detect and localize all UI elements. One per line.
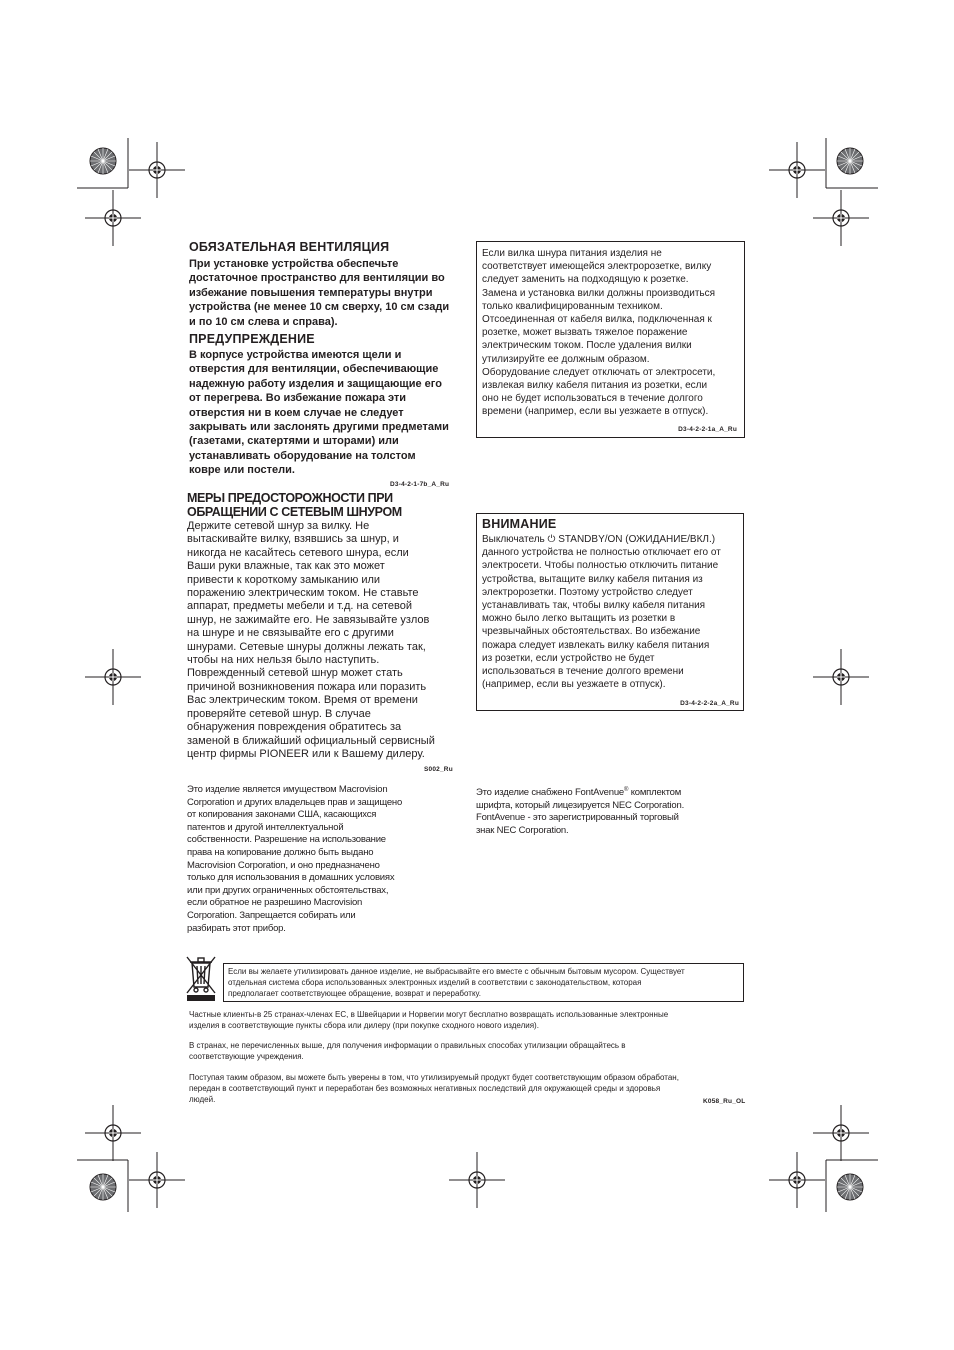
power-icon: ⏻	[547, 534, 556, 545]
disposal-para-1: Частные клиенты-в 25 странах-членах ЕС, в Швейцарии и Норвегии могут бесплатно возвращать использованные электронные изделия в соответствующие пункты сбора или дилеру (при покупке сходного нового изделия).	[189, 1010, 669, 1031]
caution-title: ВНИМАНИЕ	[482, 517, 557, 531]
warning-title: ПРЕДУПРЕЖДЕНИЕ	[189, 332, 315, 346]
caution-text: Выключатель ⏻ STANDBY/ON (ОЖИДАНИЕ/ВКЛ.) данного устройства не полностью отключает его от электросети. Чтобы полностью отключить питание устройства, вытащите вилку кабеля питания из электророзетки. Поэтому устройство следует устанавливать так, чтобы вилку кабеля питания можно было легко вытащить из розетки в чрезвычайных обстоятельствах. Во избежание пожара следует извлекать вилку кабеля питания из розетки, если устройство не будет использоваться в течение долгого времени (например, если вы уезжаете в отпуск).	[482, 534, 721, 691]
caution-box	[476, 513, 744, 711]
cord-code: S002_Ru	[424, 766, 453, 773]
cord-text: Держите сетевой шнур за вилку. Не вытаскивайте вилку, взявшись за шнур, и никогда не касайтесь сетевого шнура, если Ваши руки влажные, так как это может привести к короткому замыканию или поражению электрическим током. Не ставьте аппарат, предметы мебели и т.д. на сетевой шнур, не зажимайте его. Не завязывайте узлов на шнуре и не связывайте его с другими шнурами. Сетевые шнуры должны лежать так, чтобы на них нельзя было наступить. Поврежденный сетевой шнур может стать причиной возникновения пожара или поразить Вас электрическим током. Время от времени проверяйте сетевой шнур. В случае обнаружения повреждения обратитесь за заменой в ближайший официальный сервисный центр фирмы PIONEER или к Вашему дилеру.	[187, 520, 435, 760]
disposal-code: K058_Ru_OL	[703, 1098, 746, 1105]
cord-title: МЕРЫ ПРЕДОСТОРОЖНОСТИ ПРИ ОБРАЩЕНИИ С СЕТЕВЫМ ШНУРОМ	[187, 491, 402, 519]
warning-code: D3-4-2-1-7b_A_Ru	[390, 481, 450, 488]
fontavenue-text: Это изделие снабжено FontAvenue® комплектом шрифта, который лицезируется NEC Corporation. FontAvenue - это зарегистрированный торговый знак NEC Corporation.	[476, 787, 685, 836]
ventilation-title: ОБЯЗАТЕЛЬНАЯ ВЕНТИЛЯЦИЯ	[189, 240, 390, 254]
warning-text: В корпусе устройства имеются щели и отверстия для вентиляции, обеспечивающие надежную работу изделия и защищающие его от перегрева. Во избежание пожара эти отверстия ни в коем случае не следует закрывать или заслонять другими предметами (газетами, скатертями и шторами) или устанавливать оборудование на толстом ковре или постели.	[189, 349, 449, 477]
disposal-para-2: В странах, не перечисленных выше, для получения информации о правильных способах утилизации обращайтесь в соответствующие учреждения.	[189, 1041, 626, 1062]
crossed-bin-icon	[184, 953, 218, 1003]
ventilation-text: При установке устройства обеспечьте достаточное пространство для вентиляции во избежание повышения температуры внутри устройства (не менее 10 см сверху, 10 см сзади и по 10 см слева и справа).	[189, 258, 450, 328]
disposal-para-3: Поступая таким образом, вы можете быть уверены в том, что утилизируемый продукт будет соответствующим образом обработан, передан в соответствующий пункт и переработан без возможных негативных последствий для окружающей среды и здоровья людей.	[189, 1073, 679, 1105]
plug-notice-text: Если вилка шнура питания изделия не соответствует имеющейся электророзетке, вилку следует заменить на подходящую к розетке. Замена и установка вилки должны производиться только квалифицированным техником. Отсоединенная от кабеля вилка, подключенная к розетке, может вызвать тяжелое поражение электрическим током. После удаления вилки утилизируйте ее должным образом. Оборудование следует отключать от электросети, извлекая вилку кабеля питания из розетки, если оно не будет использоваться в течение долгого времени (например, если вы уезжаете в отпуск).	[482, 248, 716, 418]
plug-notice-box	[476, 241, 745, 438]
macrovision-text: Это изделие является имуществом Macrovision Corporation и других владельцев прав и защищено от копирования законами США, касающихся патентов и другой интеллектуальной собственности. Разрешение на использование права на копирование должно быть выдано Macrovision Corporation, и оно предназначено только для использования в домашних условиях или при других ограниченных обстоятельствах, если обратное не разрешино Macrovision Corporation. Запрещается собирать или разбирать этот прибор.	[187, 784, 403, 934]
disposal-box	[223, 963, 744, 1002]
plug-notice-code: D3-4-2-2-1a_A_Ru	[678, 426, 737, 433]
disposal-box-text: Если вы желаете утилизировать данное изделие, не выбрасывайте его вместе с обычным бытовым мусором. Существует отдельная система сбора использованных электронных изделий в соответствии с законодательством, которая предполагает соответствующее обращение, возврат и переработку.	[228, 967, 685, 999]
caution-code: D3-4-2-2-2a_A_Ru	[680, 700, 739, 707]
